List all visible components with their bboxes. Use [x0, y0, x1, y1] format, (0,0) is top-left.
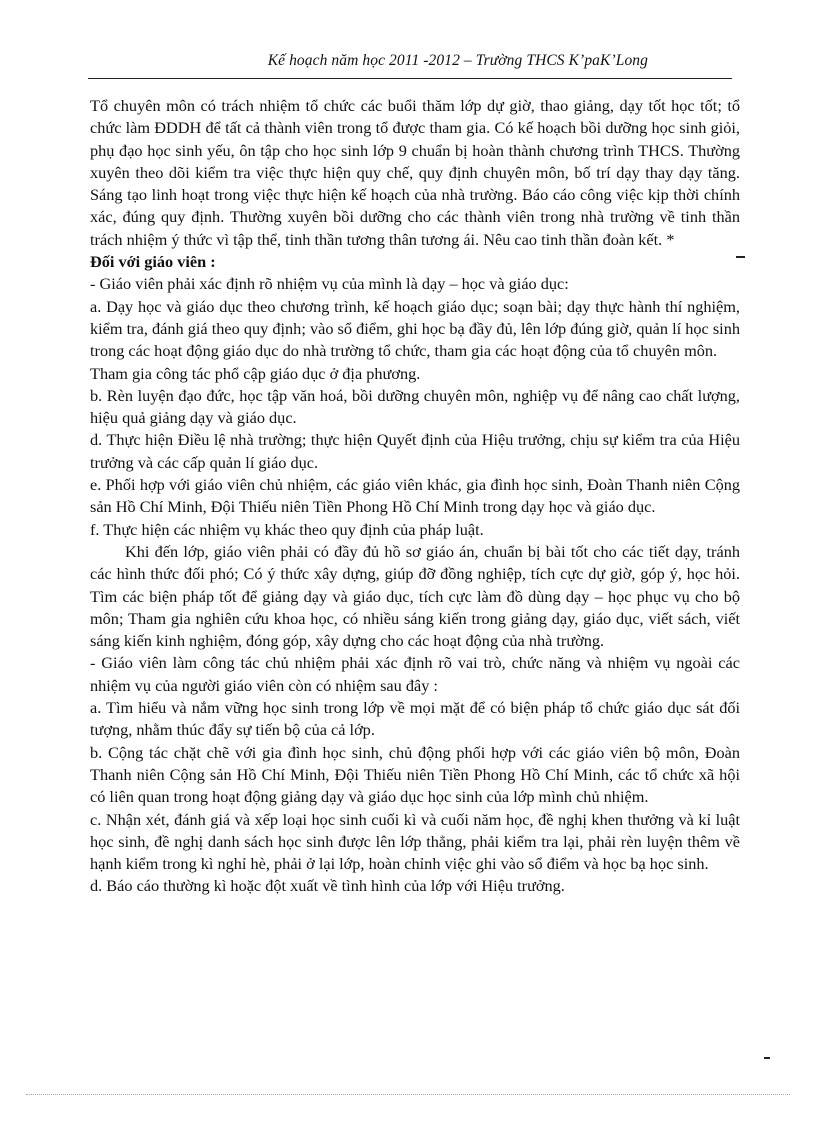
list-item-f: f. Thực hiện các nhiệm vụ khác theo quy định của pháp luật. — [90, 519, 484, 539]
list-item-b: b. Rèn luyện đạo đức, học tập văn hoá, bồi dưỡng chuyên môn, nghiệp vụ để nâng cao chất lượng, hiệu quả giảng dạy và giáo dục. — [90, 385, 740, 428]
list-item-cn-d: d. Báo cáo thường kì hoặc đột xuất về tình hình của lớp với Hiệu trưởng. — [90, 876, 565, 896]
list-item-cn-a: a. Tìm hiểu và nắm vững học sinh trong lớp về mọi mặt để có biện pháp tổ chức giáo dục sát đối tượng, nhằm thúc đẩy sự tiến bộ của cả lớp. — [90, 698, 740, 740]
paragraph-nhiem-vu: - Giáo viên phải xác định rõ nhiệm vụ của mình là dạy – học và giáo dục: — [90, 274, 569, 294]
paragraph-pho-cap: Tham gia công tác phổ cập giáo dục ở địa phương. — [90, 363, 421, 383]
list-item-cn-c: c. Nhận xét, đánh giá và xếp loại học sinh cuối kì và cuối năm học, đề nghị khen thưởng và kỉ luật học sinh, đề nghị danh sách học sinh được lên lớp thẳng, phải kiểm tra lại, phải rèn luyện thêm về hạnh kiểm trong kì nghỉ hè, phải ở lại lớp, hoàn chỉnh việc ghi vào sổ điểm và học bạ học sinh. — [90, 809, 740, 874]
paragraph-to-chuyen-mon: Tổ chuyên môn có trách nhiệm tổ chức các buổi thăm lớp dự giờ, thao giảng, dạy tốt học tốt; tổ chức làm ĐDDH để tất cả thành viên trong tổ được tham gia. Có kế hoạch bồi dưỡng học sinh giỏi, phụ đạo học sinh yếu, ôn tập cho học sinh lớp 9 chuẩn bị hoàn thành chương trình THCS. Thường xuyên theo dõi kiểm tra việc thực hiện quy chế, quy định chuyên môn, bố trí dạy thay dạy tăng. Sáng tạo linh hoạt trong việc thực hiện kế hoạch của nhà trường. Báo cáo công việc kịp thời chính xác, đúng quy định. Thường xuyên bồi dưỡng cho các thành viên trong nhà trường về tinh thần trách nhiệm ý thức vì tập thể, tinh thần tương thân tương ái. Nêu cao tinh thần đoàn kết. * — [90, 96, 740, 249]
header-divider — [88, 78, 732, 79]
section-heading-giao-vien: Đối với giáo viên : — [90, 252, 216, 272]
list-item-a: a. Dạy học và giáo dục theo chương trình, kế hoạch giáo dục; soạn bài; dạy thực hành thí nghiệm, kiểm tra, đánh giá theo quy định; vào sổ điểm, ghi học bạ đầy đủ, lên lớp đúng giờ, quản lí học sinh trong các hoạt động giáo dục do nhà trường tổ chức, tham gia các hoạt động của tổ chuyên môn. — [90, 296, 740, 361]
list-item-e: e. Phối hợp với giáo viên chủ nhiệm, các giáo viên khác, gia đình học sinh, Đoàn Thanh niên Cộng sản Hồ Chí Minh, Đội Thiếu niên Tiền Phong Hồ Chí Minh trong dạy học và giáo dục. — [90, 475, 740, 517]
paragraph-khi-den-lop: Khi đến lớp, giáo viên phải có đầy đủ hồ sơ giáo án, chuẩn bị bài tốt cho các tiết dạy, tránh các hình thức đối phó; Có ý thức xây dựng, giúp đỡ đồng nghiệp, tích cực dự giờ, góp ý, học hỏi. Tìm các biện pháp tốt để giảng dạy và giáo dục, tích cực làm đồ dùng dạy – học phục vụ cho bộ môn; Tham gia nghiên cứu khoa học, có nhiều sáng kiến trong giảng dạy, giáo dục, viết sách, viết sáng kiến kinh nghiệm, đóng góp, xây dựng cho các hoạt động của nhà trường. — [90, 541, 740, 651]
page-header: Kế hoạch năm học 2011 -2012 – Trường THCS K’paK’Long — [267, 52, 648, 69]
corner-mark — [764, 1057, 770, 1059]
paragraph-chu-nhiem: - Giáo viên làm công tác chủ nhiệm phải xác định rõ vai trò, chức năng và nhiệm vụ ngoài các nhiệm vụ của người giáo viên còn có nhiệm sau đây : — [90, 653, 740, 695]
list-item-cn-b: b. Cộng tác chặt chẽ với gia đình học sinh, chủ động phối hợp với các giáo viên bộ môn, Đoàn Thanh niên Cộng sản Hồ Chí Minh, Đội Thiếu niên Tiền Phong Hồ Chí Minh, các tổ chức xã hội có liên quan trong hoạt động giảng dạy và giáo dục học sinh của lớp mình chủ nhiệm. — [90, 742, 740, 807]
footer-divider — [26, 1094, 790, 1095]
document-body — [90, 95, 740, 898]
list-item-d: d. Thực hiện Điều lệ nhà trường; thực hiện Quyết định của Hiệu trưởng, chịu sự kiểm tra của Hiệu trưởng và các cấp quản lí giáo dục. — [90, 430, 740, 472]
